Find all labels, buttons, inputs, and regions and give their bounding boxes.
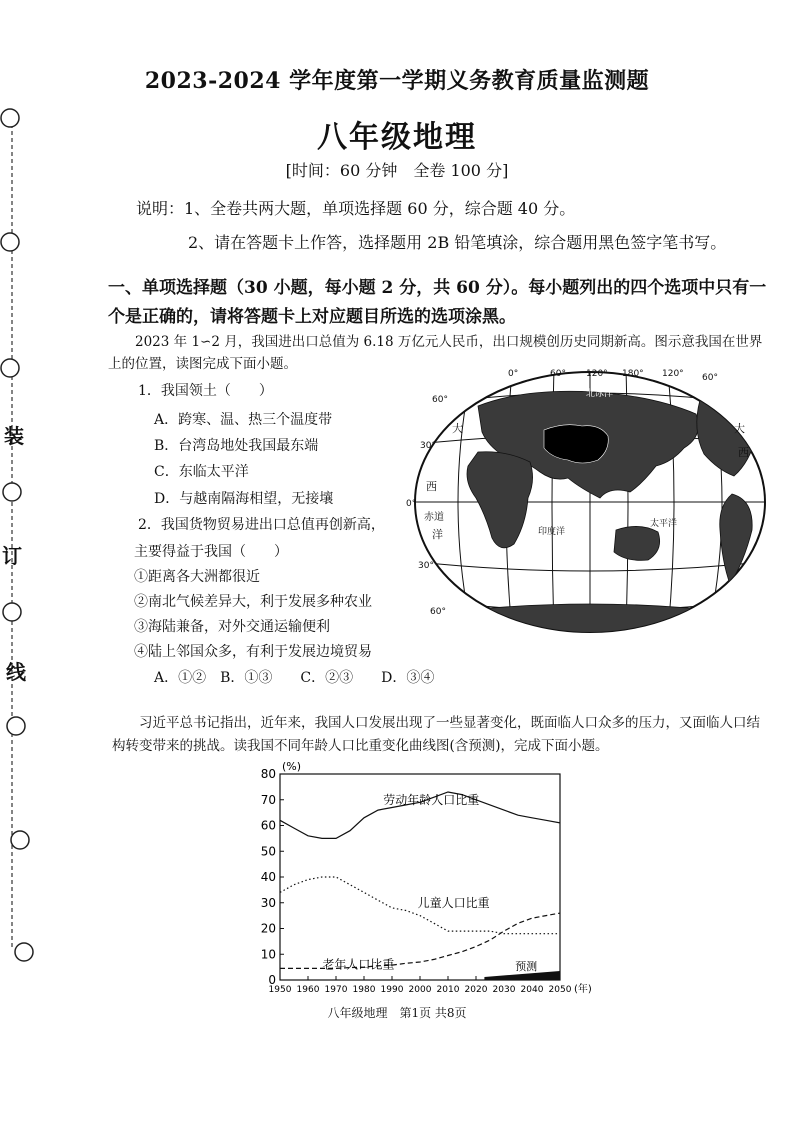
lon-label: 60° bbox=[702, 373, 718, 383]
binding-margin bbox=[0, 90, 40, 970]
binding-char-ding: 订 bbox=[2, 544, 22, 568]
question-2-stem-line2: 主要得益于我国（ ） bbox=[134, 544, 288, 560]
ocean-label-atlantic-west: 西 bbox=[426, 480, 437, 493]
ocean-label-arctic: 北冰洋 bbox=[586, 389, 614, 399]
x-tick-label: 1950 bbox=[268, 985, 292, 995]
ocean-label-atlantic-west: 赤道 bbox=[424, 512, 444, 523]
lon-label: 120° bbox=[662, 369, 684, 379]
y-tick-label: 0 bbox=[268, 973, 276, 987]
section-heading: 一、单项选择题（30 小题，每小题 2 分，共 60 分）。每小题列出的四个选项中只有一个是正确的，请将答题卡上对应题目所选的选项涂黑。 bbox=[108, 278, 767, 327]
y-tick-label: 10 bbox=[260, 947, 276, 962]
y-tick-label: 60 bbox=[260, 818, 276, 833]
instruction-1: 说明：1、全卷共两大题，单项选择题 60 分，综合题 40 分。 bbox=[136, 199, 576, 218]
question-1-option-c: C．东临太平洋 bbox=[154, 464, 249, 480]
question-2-stem-line1: 2．我国货物贸易进出口总值再创新高， bbox=[138, 517, 385, 533]
lat-label: 30° bbox=[418, 561, 434, 571]
ocean-label-indian: 印度洋 bbox=[538, 527, 566, 537]
binding-hole bbox=[3, 603, 21, 621]
lon-label: 60° bbox=[550, 369, 566, 379]
page-footer: 八年级地理 第1页 共8页 bbox=[327, 1006, 467, 1020]
question-2-choices: A．①② B．①③ C．②③ D．③④ bbox=[154, 670, 435, 686]
time-info: [时间：60 分钟 全卷 100 分] bbox=[285, 161, 509, 180]
world-map bbox=[404, 366, 776, 638]
binding-hole bbox=[3, 483, 21, 501]
question-2-statement-3: ③海陆兼备，对外交通运输便利 bbox=[134, 619, 330, 635]
lat-label: 30° bbox=[420, 441, 436, 451]
question-2-statement-2: ②南北气候差异大，利于发展多种农业 bbox=[134, 594, 372, 610]
question-1-stem: 1．我国领土（ ） bbox=[138, 383, 273, 399]
ocean-label-atlantic-west: 大 bbox=[452, 422, 463, 435]
binding-hole bbox=[11, 831, 29, 849]
question-1-option-b: B．台湾岛地处我国最东端 bbox=[154, 438, 319, 454]
forecast-label: 预测 bbox=[515, 960, 538, 973]
lat-label: 60° bbox=[432, 395, 448, 405]
x-tick-label: 1970 bbox=[324, 985, 348, 995]
binding-hole bbox=[1, 233, 19, 251]
y-axis-unit: (%) bbox=[282, 760, 302, 773]
ocean-label-atlantic-west: 洋 bbox=[432, 528, 443, 541]
ocean-label-atlantic-east: 大 bbox=[734, 422, 745, 435]
x-tick-label: 2030 bbox=[492, 985, 516, 995]
series-label-2: 儿童人口比重 bbox=[417, 895, 490, 910]
x-tick-label: 1960 bbox=[296, 985, 320, 995]
x-tick-label: 1980 bbox=[352, 985, 376, 995]
lat-label: 60° bbox=[430, 607, 446, 617]
binding-char-xian: 线 bbox=[6, 660, 26, 684]
question-1-option-a: A．跨寒、温、热三个温度带 bbox=[154, 412, 333, 428]
passage-2: 习近平总书记指出，近年来，我国人口发展出现了一些显著变化，既面临人口众多的压力，又面临人口结构转变带来的挑战。读我国不同年龄人口比重变化曲线图(含预测)，完成下面小题。 bbox=[112, 715, 760, 754]
y-tick-label: 30 bbox=[260, 895, 276, 910]
question-2-statement-4: ④陆上邻国众多，有利于发展边境贸易 bbox=[134, 644, 372, 660]
x-tick-label: 2000 bbox=[408, 985, 432, 995]
section-intro: 2023 年 1∽2 月，我国进出口总值为 6.18 万亿元人民币，出口规模创历史同期新高。图示意我国在世界上的位置，读图完成下面小题。 bbox=[108, 334, 763, 372]
series-label-1: 劳动年龄人口比重 bbox=[383, 792, 480, 807]
ocean-label-pacific: 太平洋 bbox=[650, 519, 678, 529]
x-tick-label: 2040 bbox=[520, 985, 544, 995]
x-tick-label: 1990 bbox=[380, 985, 404, 995]
binding-hole bbox=[7, 717, 25, 735]
ocean-label-atlantic-east: 西 bbox=[738, 446, 749, 459]
subject-title: 八年级地理 bbox=[317, 120, 477, 155]
x-tick-label: 2010 bbox=[436, 985, 460, 995]
y-tick-label: 50 bbox=[260, 844, 276, 859]
lat-label: 0° bbox=[406, 499, 417, 509]
x-tick-label: 2050 bbox=[548, 985, 572, 995]
binding-char-zhuang: 装 bbox=[4, 424, 24, 448]
lon-label: 180° bbox=[622, 369, 644, 379]
lon-label: 0° bbox=[508, 369, 519, 379]
x-tick-label: 2020 bbox=[464, 985, 488, 995]
series-label-3: 老年人口比重 bbox=[322, 957, 395, 972]
y-tick-label: 20 bbox=[260, 921, 276, 936]
question-2-statement-1: ①距离各大洲都很近 bbox=[134, 569, 260, 585]
y-tick-label: 70 bbox=[260, 792, 276, 807]
question-1-option-d: D．与越南隔海相望，无接壤 bbox=[154, 491, 334, 507]
binding-hole bbox=[15, 943, 33, 961]
x-axis-unit: (年) bbox=[574, 984, 592, 995]
instruction-2: 2、请在答题卡上作答，选择题用 2B 铅笔填涂，综合题用黑色签字笔书写。 bbox=[188, 233, 727, 252]
binding-hole bbox=[1, 359, 19, 377]
y-tick-label: 40 bbox=[260, 870, 276, 884]
exam-title: 2023-2024 学年度第一学期义务教育质量监测题 bbox=[144, 68, 650, 94]
lon-label: 120° bbox=[586, 369, 608, 379]
y-tick-label: 80 bbox=[260, 767, 276, 781]
population-chart bbox=[254, 758, 614, 998]
